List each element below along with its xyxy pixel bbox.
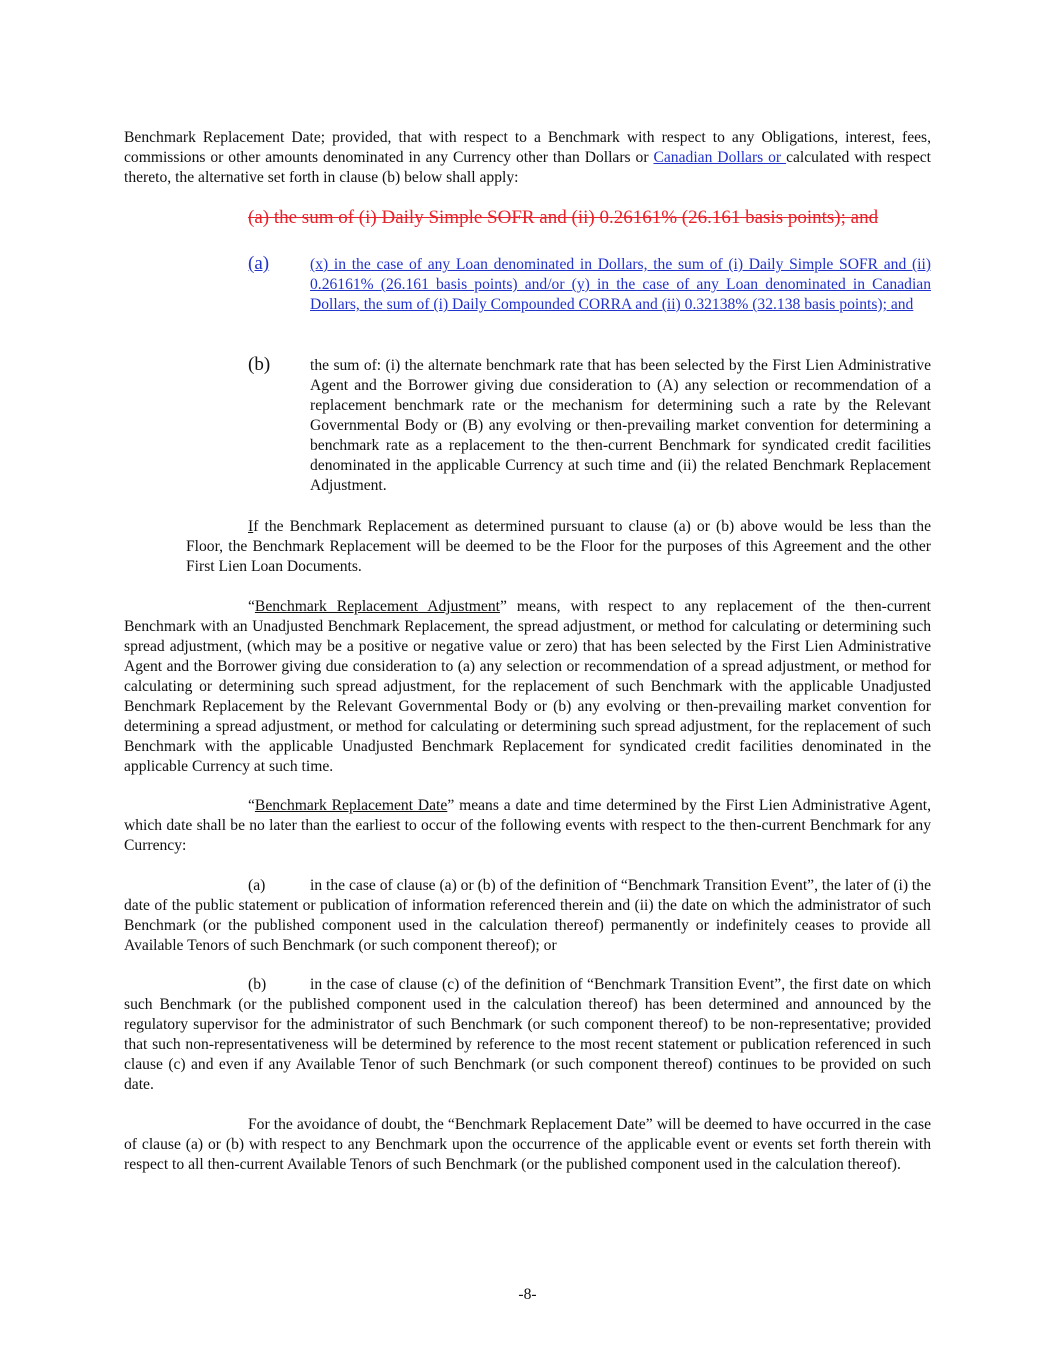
page-number: -8-: [518, 1286, 537, 1303]
clause-text: in the case of clause (a) or (b) of the definition of “Benchmark Transition Event”, the later of (i) the date of the public statement or publication of information referenced therein and (ii) the date on which the administrator of such Benchmark (or the published component used in the calculation thereof) permanently or indefinitely ceases to provide all Available Tenors of such Benchmark (or such component thereof); or: [124, 877, 931, 954]
clause-a: [248, 255, 931, 315]
date-definition: [124, 796, 931, 856]
adjustment-definition: [124, 597, 931, 777]
floor-first-letter: I: [248, 518, 254, 535]
definition-text: ” means, with respect to any replacement of the then-current Benchmark with an Unadjusted Benchmark Replacement, the spread adjustment, or method for calculating or determining such spread adjustment, (which may be a positive or negative value or zero) that has been selected by the First Lien Administrative Agent and the Borrower giving due consideration to (a) any selection or recommendation of a spread adjustment, or method for calculating or determining such spread adjustment, for the replacement of such Benchmark with the applicable Unadjusted Benchmark Replacement by the Relevant Governmental Body or (b) any evolving or then-prevailing market convention for determining a spread adjustment, or method for calculating or determining such spread adjustment, for the replacement of such Benchmark with the applicable Unadjusted Benchmark Replacement for syndicated credit facilities denominated in the applicable Currency at such time.: [124, 598, 932, 775]
intro-paragraph: [124, 128, 931, 188]
quote: “: [248, 797, 255, 814]
floor-text: f the Benchmark Replacement as determined pursuant to clause (a) or (b) above would be less than the Floor, the Benchmark Replacement will be deemed to be the Floor for the purposes of this Agreement and the other First Lien Loan Documents.: [186, 518, 931, 575]
clause-b-label: (b): [248, 354, 271, 375]
deleted-clause: (a) the sum of (i) Daily Simple SOFR and (ii) 0.26161% (26.161 basis points); and: [248, 207, 879, 228]
defined-term: Benchmark Replacement Date: [254, 797, 448, 814]
clause-b: [248, 356, 931, 496]
clause-a-label: (a): [248, 253, 270, 274]
clause-b-text: the sum of: (i) the alternate benchmark rate that has been selected by the First Lien Administrative Agent and the Borrower giving due consideration to (A) any selection or recommendation of a replacement benchmark rate or the mechanism for determining such a rate by the Relevant Governmental Body or (B) any evolving or then-prevailing market convention for determining a benchmark rate as a replacement to the then-current Benchmark for syndicated credit facilities denominated in the applicable Currency at such time and (ii) the related Benchmark Replacement Adjustment.: [310, 357, 931, 494]
definition-text: ” means a date and time determined by the First Lien Administrative Agent, which date shall be no later than the earliest to occur of the following events with respect to the then-current Benchmark for any Currency:: [124, 797, 931, 854]
floor-paragraph: [186, 517, 931, 577]
intro-text-end: calculated with respect thereto, the alternative set forth in clause (b) below shall apply:: [124, 149, 931, 186]
intro-text: Benchmark Replacement Date; provided, that with respect to a Benchmark with respect to any Obligations, interest, fees, commissions or other amounts denominated in any Currency other than Dollars or: [124, 129, 931, 166]
defined-term: Benchmark Replacement Adjustment: [254, 598, 500, 615]
avoidance-paragraph: For the avoidance of doubt, the “Benchmark Replacement Date” will be deemed to have occurred in the case of clause (a) or (b) with respect to any Benchmark upon the occurrence of the applicable event or events set forth therein with respect to all then-current Available Tenors of such Benchmark (or the published component used in the calculation thereof).: [124, 1116, 931, 1173]
date-clause-b: [124, 975, 931, 1095]
clause-text: in the case of clause (c) of the definition of “Benchmark Transition Event”, the first date on which such Benchmark (or the published component used in the calculation thereof) has been determined and announced by the regulatory supervisor for the administrator of such Benchmark (or such component thereof) to be non-representative; provided that such non-representativeness will be determined by reference to the most recent statement or publication referenced in such clause (c) and even if any Available Tenor of such Benchmark (or such component thereof) continues to be provided on such date.: [124, 976, 931, 1093]
date-clause-a: [124, 876, 931, 956]
clause-label: (b): [248, 976, 267, 993]
quote: “: [248, 598, 255, 615]
clause-a-text: (x) in the case of any Loan denominated in Dollars, the sum of (i) Daily Simple SOFR and (ii) 0.26161% (26.161 basis points) and/or (y) in the case of any Loan denominated in Canadian Dollars, the sum of (i) Daily Compounded CORRA and (ii) 0.32138% (32.138 basis points); and: [310, 256, 931, 313]
clause-label: (a): [248, 877, 266, 894]
inserted-text: Canadian Dollars or: [653, 149, 787, 166]
